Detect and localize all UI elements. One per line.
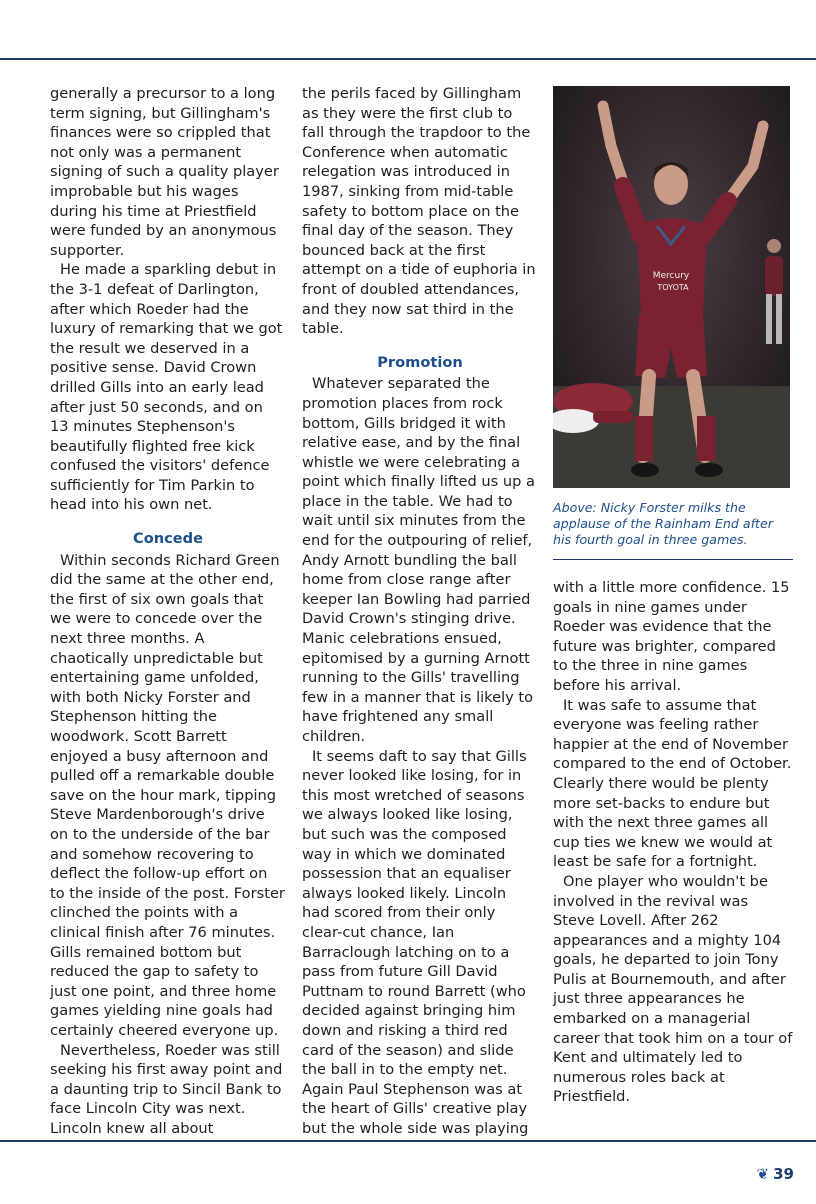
caption-divider [553, 559, 793, 560]
section-heading: Promotion [377, 353, 463, 371]
paragraph: One player who wouldn't be involved in the revival was Steve Lovell. After 262 appearances and a mighty 104 goals, he departed to join Tony Pulis at Bournemouth, and after just three appearances he embarked on a managerial career that took him on a tour of Kent and ultimately led to numerous roles back at Priestfield. [553, 872, 793, 1106]
article-column-3 [553, 578, 793, 1107]
paragraph: It seems daft to say that Gills never looked like losing, for in this most wretched of seasons we always looked like losing, but such was the composed way in which we dominated possession that an equaliser always looked likely. Lincoln had scored from their only clear-cut chance, Ian Barraclough latching on to a pass from future Gill David Puttnam to round Barrett (who decided against bringing him down and risking a third red card of the season) and slide the ball in to the empty net. Again Paul Stephenson was at the heart of Gills' creative play but the whole side was playing [302, 747, 529, 1137]
paragraph: It was safe to assume that everyone was feeling rather happier at the end of November compared to the end of October. Clearly there would be plenty more set-backs to endure but with the next three games all cup ties we knew we would at least be safe for a fortnight. [553, 696, 792, 871]
paragraph: the perils faced by Gillingham as they were the first club to fall through the trapdoor to the Conference when automatic relegation was introduced in 1987, sinking from mid-table safety to bottom place on the final day of the season. They bounced back at the first attempt on a tide of euphoria in front of doubled attendances, and they now sat third in the table. [302, 85, 536, 338]
paragraph: He made a sparkling debut in the 3-1 defeat of Darlington, after which Roeder had the luxury of remarking that we got the result we deserved in a positive sense. David Crown drilled Gills into an early lead after just 50 seconds, and on 13 minutes Stephenson's beautifully flighted free kick confused the visitors' defence sufficiently for Tim Parkin to head into his own net. [50, 261, 283, 514]
shirt-sponsor-text: Mercury [652, 271, 690, 281]
photo-illustration [553, 86, 790, 488]
bottom-rule [0, 1140, 816, 1142]
article-column-1 [50, 84, 286, 1138]
player-celebration-photo [553, 86, 790, 488]
article-column-2 [302, 84, 538, 1138]
page-number-value: 39 [773, 1165, 794, 1183]
page-number [757, 1165, 794, 1183]
top-rule [0, 58, 816, 60]
paragraph: Within seconds Richard Green did the same at the other end, the first of six own goals that we were to concede over the next three months. A chaotically unpredictable but entertaining game unfolded, with both Nicky Forster and Stephenson hitting the woodwork. Scott Barrett enjoyed a busy afternoon and pulled off a remarkable double save on the hour mark, tipping Steve Mardenborough's drive on to the underside of the bar and somehow recovering to deflect the follow-up effort on to the inside of the post. Forster clinched the points with a clinical finish after 76 minutes. Gills remained bottom but reduced the gap to safety to just one point, and three home games yielding nine goals had certainly cheered everyone up. [50, 551, 285, 1039]
paragraph: generally a precursor to a long term signing, but Gillingham's finances were so crippled that not only was a permanent signing of such a quality player improbable but his wages during his time at Priestfield were funded by an anonymous supporter. [50, 85, 279, 259]
paragraph: Whatever separated the promotion places from rock bottom, Gills bridged it with relative ease, and by the final whistle we were celebrating a point which finally lifted us up a place in the table. We had to wait until six minutes from the end for the outpouring of relief, Andy Arnott bundling the ball home from close range after keeper Ian Bowling had parried David Crown's stinging drive. Manic celebrations ensued, epitomised by a gurning Arnott running to the Gills' travelling few in a manner that is likely to have frightened any small children. [302, 375, 535, 745]
shirt-sponsor-text: TOYOTA [657, 283, 689, 292]
section-heading: Concede [132, 530, 204, 548]
photo-caption: Above: Nicky Forster milks the applause of the Rainham End after his fourth goal in three games. [553, 500, 773, 547]
paragraph: with a little more confidence. 15 goals in nine games under Roeder was evidence that the future was brighter, compared to the three in nine games before his arrival. [553, 579, 790, 694]
ornament-icon: ❦ [756, 1165, 770, 1183]
paragraph: Nevertheless, Roeder was still seeking his first away point and a daunting trip to Sincil Bank to face Lincoln City was next. Lincoln knew all about [50, 1041, 283, 1137]
